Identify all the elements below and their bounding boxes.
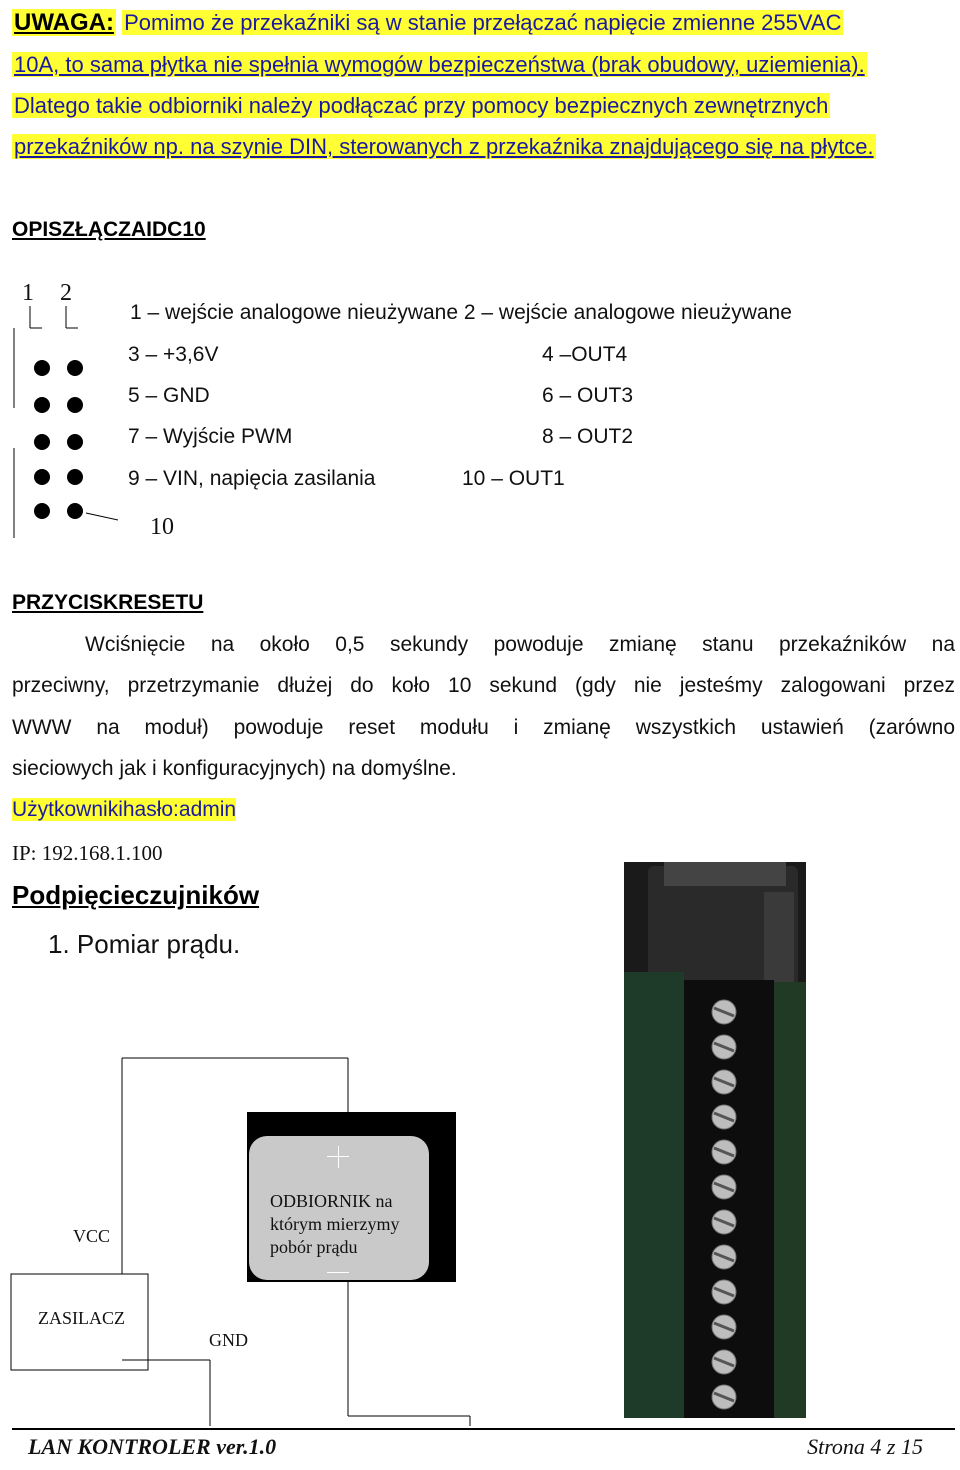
idc10-connector-outline [8,298,118,543]
pin-desc-3: 3 – +3,6V [128,343,219,366]
credentials-line [12,798,236,822]
pin-dot-4 [67,397,83,413]
pin-desc-9: 9 – VIN, napięcia zasilania [128,467,376,490]
load-label [270,1190,399,1259]
pin-dot-5 [34,434,50,450]
load-label-line-1: ODBIORNIK na [270,1191,393,1211]
vcc-label: VCC [73,1226,111,1246]
sensors-item-1: 1. Pomiar prądu. [48,929,241,959]
reset-paragraph [12,624,955,789]
warning-text-1: Pomimo że przekaźniki są w stanie przełączać napięcie zmienne 255VAC [124,10,842,35]
warning-line-2 [12,48,867,82]
pin-dot-2 [67,360,83,376]
warning-line-1 [12,6,843,40]
load-label-line-2: którym mierzymy [270,1214,400,1234]
page-footer [12,1428,955,1470]
pin-2-label: 2 [60,280,72,306]
reset-line-4: sieciowych jak i konfiguracyjnych) na domyślne. [12,756,457,780]
terminal-block-illustration [624,862,806,1418]
pin-dot-3 [34,397,50,413]
gnd-label: GND [209,1330,248,1350]
sensors-heading: Podpięcieczujników [12,880,260,910]
load-label-line-3: pobór prądu [270,1237,358,1257]
pin-desc-6: 6 – OUT3 [542,384,634,407]
warning-text-4: przekaźników np. na szynie DIN, sterowanych z przekaźnika znajdującego się na płytce. [14,134,874,159]
warning-line-4 [12,130,876,164]
warning-text-2: 10A, to sama płytka nie spełnia wymogów bezpieczeństwa (brak obudowy, uziemienia). [14,52,865,77]
pin-10-label: 10 [150,514,174,540]
reset-line-1: Wciśnięcie na około 0,5 sekundy powoduje zmianę stanu przekaźników na [85,633,955,656]
pin-dot-7 [34,469,50,485]
pin-dot-1 [34,360,50,376]
pin-desc-7: 7 – Wyjście PWM [128,425,293,448]
footer-title: LAN KONTROLER ver.1.0 [28,1434,277,1459]
warning-label: UWAGA: [14,9,114,36]
warning-text-3: Dlatego takie odbiorniki należy podłączać przy pomocy bezpiecznych zewnętrznych [14,93,829,118]
warning-line-3 [12,89,830,123]
pin-desc-10: 10 – OUT1 [462,467,565,490]
pin-dot-6 [67,434,83,450]
pin-dot-8 [67,469,83,485]
reset-line-2: przeciwny, przetrzymanie dłużej do koło 10 sekund (gdy nie jesteśmy zalogowani przez [12,674,955,698]
credentials-text: Użytkownikihasło:admin [12,798,237,821]
pin-dot-9 [34,503,50,519]
ip-address: IP: 192.168.1.100 [12,841,163,865]
pin-desc-4: 4 –OUT4 [542,343,628,366]
footer-page-number: Strona 4 z 15 [807,1434,923,1459]
reset-heading: PRZYCISKRESETU [12,591,204,614]
connector-heading: OPISZŁĄCZAIDC10 [12,218,206,241]
reset-line-3: WWW na moduł) powoduje reset modułu i zmianę wszystkich ustawień (zarówno [12,715,955,739]
psu-label: ZASILACZ [38,1308,125,1328]
pin-desc-8: 8 – OUT2 [542,425,634,448]
board-photo [624,862,806,1418]
pin-dot-10 [67,503,83,519]
pin-desc-row-1-2: 1 – wejście analogowe nieużywane 2 – wejście analogowe nieużywane [130,301,792,324]
pin-desc-5: 5 – GND [128,384,210,407]
pin-1-label: 1 [22,280,34,306]
